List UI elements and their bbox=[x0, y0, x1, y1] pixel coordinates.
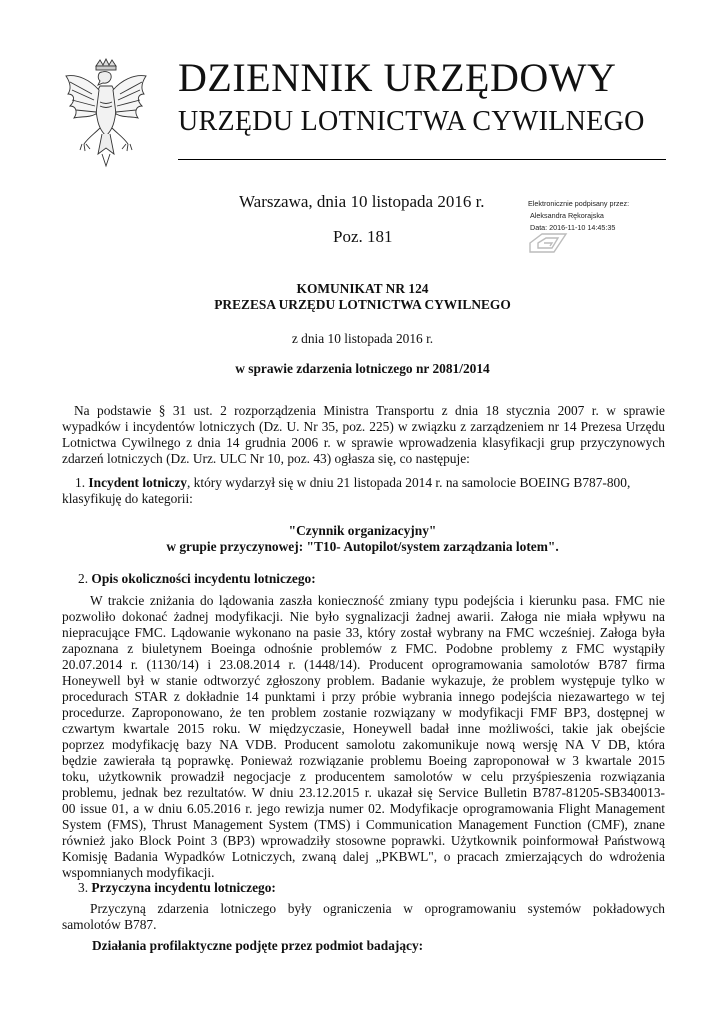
journal-title: DZIENNIK URZĘDOWY bbox=[178, 55, 617, 100]
signature-stamp-icon bbox=[528, 232, 568, 254]
section-2-body bbox=[62, 593, 665, 881]
section-2-line: zapoznana z biuletynem Boeinga odnośnie problemów z FMC. Podobne problemy z FMC wystąpiły bbox=[62, 641, 665, 656]
section-2-line: poprzez modyfikację bazy NA VDB. Producent samolotu zakomunikuje nową wersję NA V DB, która bbox=[62, 737, 665, 752]
section-2-line: toku, użytkownik prowadził negocjacje z producentem samolotów w celu przyśpieszenia rozwiązania bbox=[62, 769, 665, 784]
point-1 bbox=[62, 475, 665, 507]
electronic-signature bbox=[528, 198, 678, 234]
section-2-line: czwartym kwartale 2015 roku. W międzyczasie, Honeywell badał inne możliwości, takie jak obejście bbox=[62, 721, 665, 736]
section-3-heading bbox=[62, 880, 665, 896]
point-1-text-continued: klasyfikuję do kategorii: bbox=[62, 491, 193, 506]
section-2-line: pozwoliło dokonać żadnej modyfikacji. Nie było sygnalizacji żadnej awarii. Załoga nie miała wpływu na bbox=[62, 609, 665, 624]
section-3-line: samolotów B787. bbox=[62, 917, 157, 932]
point-1-number: 1. bbox=[75, 475, 86, 490]
signature-name: Aleksandra Rękorajska bbox=[530, 211, 604, 220]
category-name: "Czynnik organizacyjny" bbox=[288, 523, 437, 538]
section-3-body bbox=[62, 901, 665, 933]
section-2-number: 2. bbox=[78, 571, 89, 586]
section-2-line: 00 issue 01, a w dniu 6.05.2016 r. jego rewizja numer 02. Modyfikacje oprogramowania Flight Management bbox=[62, 801, 665, 816]
intro-line: Lotnictwa Cywilnego z dnia 14 grudnia 2006 r. w sprawie wprowadzenia klasyfikacji grup przyczynowych bbox=[62, 435, 665, 450]
polish-eagle-emblem bbox=[62, 58, 150, 170]
point-1-heading: Incydent lotniczy bbox=[88, 475, 187, 490]
section-2-line: Honeywell był w stanie odtworzyć zgłoszony problem. Badanie wykazuje, że problem występuje tylko w bbox=[62, 673, 665, 688]
intro-line: Na podstawie § 31 ust. 2 rozporządzenia Ministra Transportu z dnia 18 stycznia 2007 r. w sprawie bbox=[74, 403, 665, 418]
section-2-line: niepracujące FMC. Lądowanie wykonano na pasie 33, który został wybrany na FMC wcześniej. Załoga była bbox=[62, 625, 665, 640]
section-2-line: procedurze. Zaproponowano, że ten problem zostanie rozwiązany w modyfikacji FMF BP3, dostępnej w bbox=[62, 705, 665, 720]
signature-label: Elektronicznie podpisany przez: bbox=[528, 199, 630, 208]
communique-subject: w sprawie zdarzenia lotniczego nr 2081/2014 bbox=[235, 361, 490, 376]
intro-line: zdarzeń lotniczych (Dz. Urz. ULC Nr 10, poz. 43) ogłasza się, co następuje: bbox=[62, 451, 470, 466]
signature-date: Data: 2016-11-10 14:45:35 bbox=[530, 223, 616, 232]
header-divider bbox=[178, 159, 666, 160]
section-2-line: procedurach STAR z dokładnie 14 punktami i przy próbie wybrania innego podejścia niezawartego w tej bbox=[62, 689, 665, 704]
section-3-number: 3. bbox=[78, 880, 89, 895]
section-3-line: Przyczyną zdarzenia lotniczego były ograniczenia w oprogramowaniu systemów pokładowych bbox=[90, 901, 665, 916]
communique-date: z dnia 10 listopada 2016 r. bbox=[291, 331, 434, 346]
section-2-line: W trakcie zniżania do lądowania zaszła konieczność zmiany typu podejścia i kierunku pasa. FMC nie bbox=[90, 593, 665, 608]
section-2-line: problemu, jednak bez rezultatów. W dniu 23.12.2015 r. ukazał się Service Bulletin B787-81205-SB340013- bbox=[62, 785, 665, 800]
preventive-actions-heading: Działania profilaktyczne podjęte przez podmiot badający: bbox=[92, 938, 424, 953]
section-2-heading bbox=[62, 571, 665, 587]
intro-line: wypadków i incydentów lotniczych (Dz. U. Nr 35, poz. 225) w związku z zarządzeniem nr 14 Prezesa Urzędu bbox=[62, 419, 665, 434]
section-2-line: System (FMS), Thrust Management System (TMS) i Communication Management Function (CMF), znane bbox=[62, 817, 665, 832]
journal-subtitle: URZĘDU LOTNICTWA CYWILNEGO bbox=[178, 106, 645, 137]
position-number: Poz. 181 bbox=[333, 227, 393, 246]
category-group: w grupie przyczynowej: "T10- Autopilot/system zarządzania lotem". bbox=[166, 539, 559, 554]
section-2-line: wspomnianych modyfikacji. bbox=[62, 865, 215, 880]
point-1-text: , który wydarzył się w dniu 21 listopada 2014 r. na samolocie BOEING B787-800, bbox=[186, 475, 631, 490]
section-2-line: Komisję Badania Wypadków Lotniczych, zwaną dalej „PKBWL", o pracach zmierzających do wdrożenia bbox=[62, 849, 665, 864]
intro-paragraph bbox=[62, 403, 665, 467]
section-3-title: Przyczyna incydentu lotniczego: bbox=[91, 880, 276, 895]
section-2-line: również jako Block Point 3 (BP3) wprowadziły stosowne poprawki. Użytkownik poinformował Państwową bbox=[62, 833, 665, 848]
publication-date: Warszawa, dnia 10 listopada 2016 r. bbox=[239, 192, 485, 211]
communique-heading: KOMUNIKAT NR 124 bbox=[296, 281, 429, 296]
communique-issuer: PREZESA URZĘDU LOTNICTWA CYWILNEGO bbox=[214, 297, 511, 312]
section-2-line: będzie zawierała tą poprawkę. Ponieważ rozwiązanie problemu Boeing zaproponował w 3 kwartale 2015 bbox=[62, 753, 665, 768]
section-2-title: Opis okoliczności incydentu lotniczego: bbox=[91, 571, 316, 586]
section-2-line: 20.07.2014 r. (1130/14) i 23.08.2014 r. (1448/14). Producent oprogramowania samolotów B787 firma bbox=[62, 657, 665, 672]
